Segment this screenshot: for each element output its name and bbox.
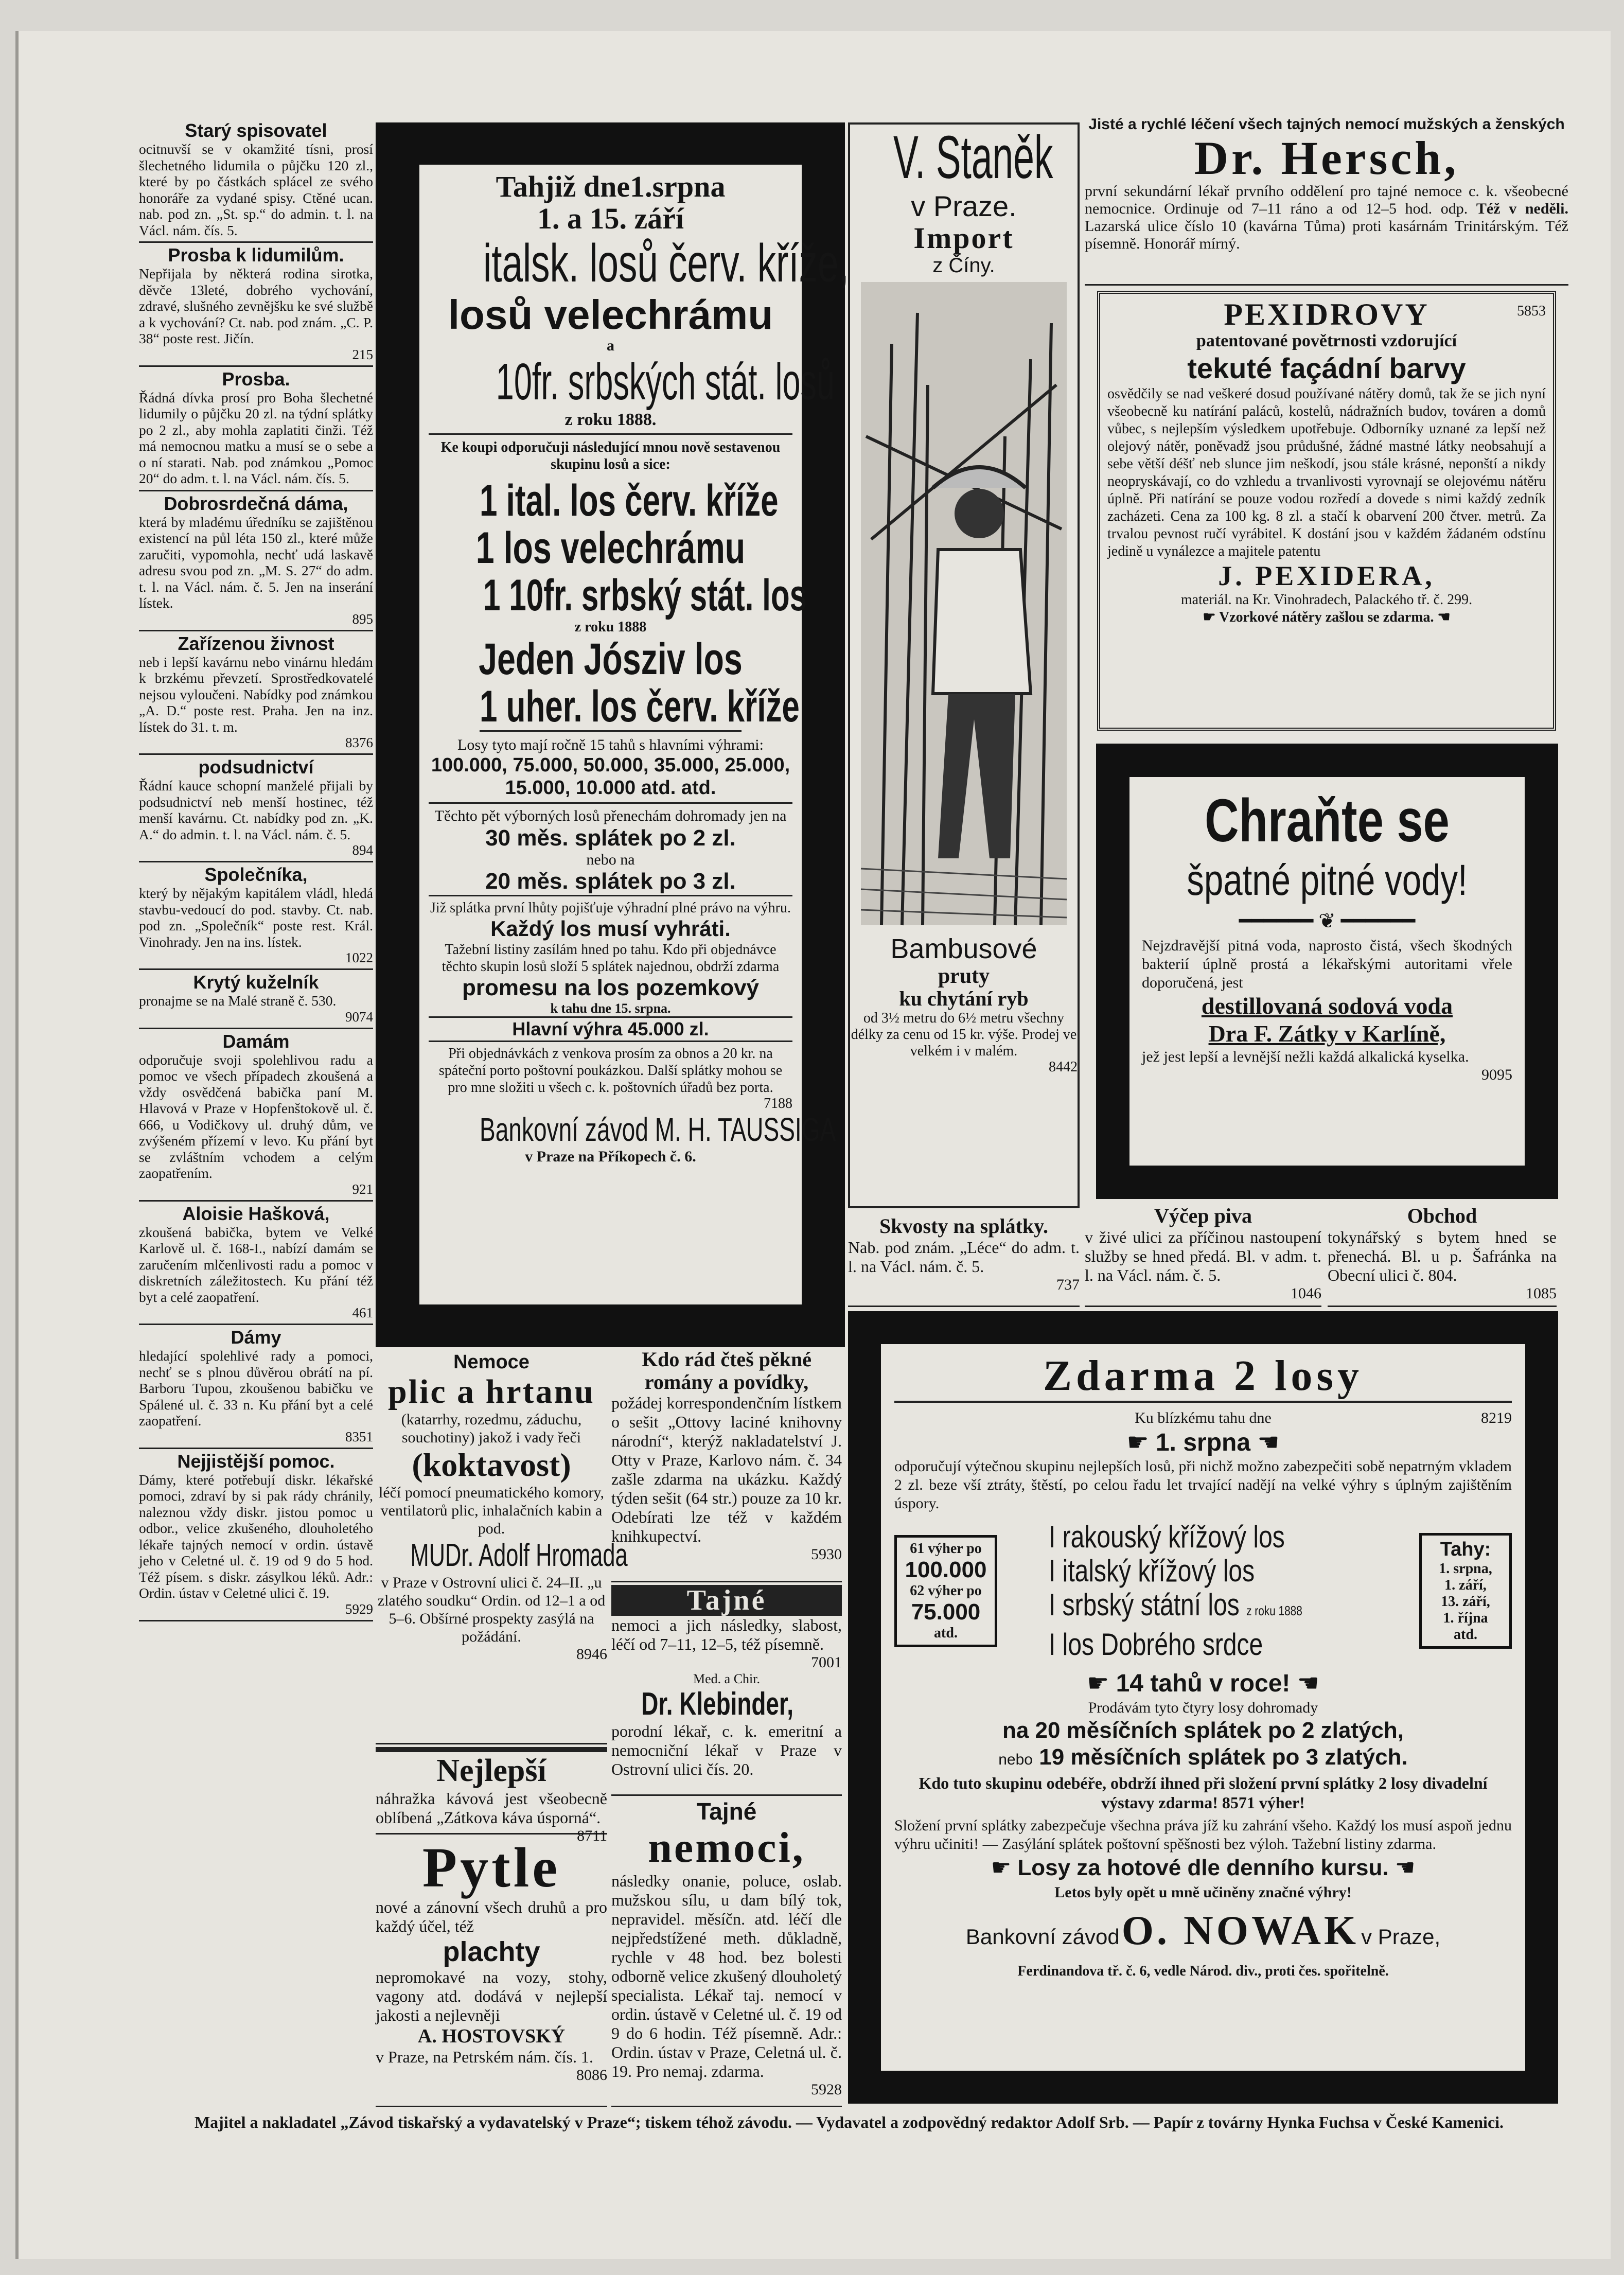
otta-ad <box>611 1348 842 1582</box>
water-ad <box>1129 777 1525 1166</box>
classified-number: 895 <box>352 611 373 627</box>
taussig-r1: 30 měs. splátek po 2 zl. <box>485 825 736 851</box>
nowak-num: 8219 <box>1481 1409 1512 1426</box>
nowak-box1a: 61 výher po <box>910 1540 982 1557</box>
nowak-cash-row: ☛ Losy za hotové dle denního kursu. ☚ <box>991 1855 1416 1880</box>
pexidera-header <box>1107 298 1546 331</box>
classified-ad <box>139 118 373 243</box>
hersch-name: Dr. Hersch, <box>1194 132 1459 184</box>
nemoce-text2: léčí pomocí pneumatického komory, ventilatorů plic, inhalačních kabin a pod. <box>379 1484 604 1537</box>
water-text2: jež jest lepší a levnější nežli každá alkalická kyselka. <box>1142 1048 1469 1065</box>
classified-number: 8351 <box>345 1429 373 1444</box>
taussig-bank: Bankovní závod M. H. TAUSSIGA <box>479 1111 836 1148</box>
taussig-or: nebo na <box>586 851 635 868</box>
nowak-intro: Ku blízkému tahu dne <box>1135 1409 1272 1426</box>
classified-title: Prosba. <box>222 368 290 390</box>
vycep-num: 1046 <box>1291 1285 1321 1302</box>
water-text: Nejzdravější pitná voda, naprosto čistá, všech škodných bakterií úplně prostá a lékařskými autoritami vřele doporučená, jest <box>1142 937 1512 991</box>
nowak-free: Kdo tuto skupinu odebéře, obdrží ihned při složení první splátky 2 losy divadelní výstavy zdarma! 8571 výher! <box>919 1774 1488 1812</box>
classified-title: Dámy <box>231 1327 281 1348</box>
nemoce-num: 8946 <box>576 1646 607 1663</box>
taussig-i4: Jeden Jósziv los <box>479 634 743 684</box>
otta-num: 5930 <box>811 1546 842 1563</box>
classified-text: která by mladému úředníku se zajištěnou existencí na půl léta 150 zl., které může zaručiti, vypomohla, nechť udá laskavě adresu svou pod zn. „M. S. 27“ do adm. t. l. na Václ. nám. č. 5. Jen na inserání lístek. <box>139 514 373 611</box>
classified-text: Řádní kauce schopní manželé přijali by podsudnictví neb menší hostinec, též menší kavárnu. Ct. nabídky pod zn. „K. A.“ do admin. t. l. na Václ. nám. č. 5. <box>139 778 373 842</box>
hersch-ad <box>1085 116 1568 286</box>
tajne2-title: Tajné <box>696 1798 757 1825</box>
classified-number: 215 <box>352 346 373 362</box>
taussig-first: Již splátka první lhůty pojišťuje výhradní plné právo na výhru. <box>430 900 791 916</box>
nowak-sell: Prodávám tyto čtyry losy dohromady <box>1088 1699 1318 1716</box>
nowak-r1: na 20 měsíčních splátek po 2 zlatých, <box>1002 1718 1404 1743</box>
hersch-body2: Lazarská ulice číslo 10 (kavárna Tůma) proti kasárnám Trinitárským. Též písemně. Honorář mírný. <box>1085 218 1568 252</box>
pytle-addr: v Praze, na Petrském nám. čís. 1. <box>376 2048 593 2066</box>
pytle-p: plachty <box>443 1936 540 1967</box>
skvosty-ad <box>848 1214 1080 1307</box>
nemoce-text3: v Praze v Ostrovní ulici č. 24–II. „u zlatého soudku“ Ordin. od 12–1 a od 5–6. Obšírné prospekty zasýlá na požádání. <box>377 1574 606 1645</box>
stanek-name: V. Staněk <box>893 124 1053 191</box>
nowak-title: Zdarma 2 losy <box>894 1351 1512 1403</box>
nejlepsi-title: Nejlepší <box>376 1747 607 1789</box>
tajne2-ad <box>611 1798 842 2107</box>
nowak-i4: I los Dobrého srdce <box>1049 1627 1263 1662</box>
pytle-text: nové a zánovní všech druhů a pro každý účel, též <box>376 1898 607 1935</box>
nowak-date-row: ☛ 1. srpna ☚ <box>1126 1429 1280 1456</box>
taussig-order: Při objednávkách z venkova prosím za obnos a 20 kr. na spáteční porto poštovní poukázkou. Další splátky mohou se pro mne složiti u všech c. k. poštovních úřadů bez porta. <box>438 1046 783 1096</box>
skvosty-num: 737 <box>1056 1276 1080 1293</box>
classified-ad <box>139 491 373 631</box>
taussig-l3: italsk. losů červ. kříže, <box>483 234 849 293</box>
tajne-ad <box>611 1585 842 1796</box>
taussig-i2: 1 los velechrámu <box>475 523 746 573</box>
otta-title: Kdo rád čteš pěkné romány a povídky, <box>642 1348 811 1394</box>
water-num: 9095 <box>1481 1066 1512 1083</box>
skvosty-title: Skvosty na splátky. <box>879 1214 1048 1238</box>
nemoce-t1: Nemoce <box>453 1351 529 1373</box>
water-l2: špatné pitné vody! <box>1187 856 1468 904</box>
tajne-text: nemoci a jich následky, slabost, léčí od 7–11, 12–5, též písemně. <box>611 1616 842 1653</box>
nowak-i2: I italský křížový los <box>1049 1554 1255 1588</box>
taussig-l5: a <box>607 337 614 354</box>
nowak-box1b: 100.000 <box>905 1557 987 1582</box>
classified-number: 894 <box>352 842 373 858</box>
nemoce-text: (katarrhy, rozedmu, záduchu, souchotiny) jakož i vady řeči <box>401 1411 582 1446</box>
classified-ad <box>139 862 373 970</box>
nowak-bank-row <box>894 1910 1512 1963</box>
nowak-tahy-box <box>1419 1533 1512 1649</box>
classified-text: hledající spolehlivé rady a pomoci, nechť se s plnou důvěrou obrátí na pí. Barboru Tupou, zkoušenou babičku ve Spálené ul. č. 33 n. Ku přání byt a celé zaopatření. <box>139 1348 373 1429</box>
classified-ad <box>139 1325 373 1449</box>
stanek-text: od 3½ metru do 6½ metru všechny délky za cenu od 15 kr. výše. Prodej ve velkém i v malém. <box>851 1010 1077 1059</box>
classified-text: pronajme se na Malé straně č. 530. <box>139 993 337 1009</box>
nowak-bank: Bankovní závod <box>965 1925 1120 1949</box>
classified-title: Zařízenou živnost <box>178 632 334 654</box>
classified-ad <box>139 755 373 862</box>
taussig-l2: 1. a 15. září <box>537 202 684 235</box>
pexidera-ad <box>1097 291 1556 731</box>
taussig-l1: Tahjiž dne1.srpna <box>496 170 726 203</box>
vycep-text: v živé ulici za příčinou nastoupení služby se hned předá. Bl. v adm. t. l. na Václ. nám. č. 5. <box>1085 1228 1321 1284</box>
pexidera-main: tekuté façádní barvy <box>1187 352 1466 384</box>
pexidera-addr: materiál. na Kr. Vinohradech, Palackého tř. č. 299. <box>1180 592 1473 608</box>
nejlepsi-text: náhražka kávová jest všeobecně oblíbená „Zátkova káva úsporná“. <box>376 1789 607 1827</box>
classified-number: 8376 <box>345 735 373 750</box>
obchod-num: 1085 <box>1526 1285 1557 1302</box>
classified-number: 921 <box>352 1181 373 1197</box>
nemoce-doc: MUDr. Adolf Hromada <box>410 1538 628 1573</box>
nowak-i1: I rakouský křížový los <box>1049 1520 1285 1554</box>
classified-text: který by nějakým kapitálem vládl, hledá stavbu-vedoucí do pod. stavby. Ct. nab. pod zn. „Společník“ poste rest. Král. Vinohrady. Jen na ins. lístek. <box>139 885 373 950</box>
pexidera-text: osvědčily se nad veškeré dosud používané nátěry domů, tak že se jich nyní všeobecně ku natírání paláců, kostelů, nádražních budov, továren a domů vůbec, s nejlepším výsledkem upotřebuje. Odborníky uznané za lepší než olejový nátěr, poněvadž jsou průdušné, žádné mastné látky neobsahují a sebe větší déšť neb slunce jim neškodí, jsou stále krásné, neponští a nikdy neopryskávají, co do vzhledu a trvanlivosti vyrovnají se olejovému nátěru úplně. Při natírání se pouze vodou rozředí a dovede s nimi každý zedník zacházeti. Cena za 100 kg. 8 zl. a stačí k obarvení 200 čtver. metrů. Za trvalou pevnost ručí vyrábitel. K dostání jsou v každém žádaném odstínu jedině u vynálezce a majitele patentu <box>1107 386 1546 559</box>
taussig-l7: z roku 1888. <box>429 410 792 435</box>
classified-text: Nepřijala by některá rodina sirotka, děvče 13leté, dobrého vychování, zdravé, slušného zevnějšku ke své službě a k vychování? Ct. nab. pod znám. „C. P. 38“ poste rest. Jičín. <box>139 266 373 346</box>
classified-ad <box>139 970 373 1029</box>
nowak-r2: 19 měsíčních splátek po 3 zlatých. <box>1039 1744 1408 1770</box>
classified-ad <box>139 1202 373 1326</box>
taussig-draws: Losy tyto mají ročně 15 tahů s hlavními výhrami: <box>457 736 764 753</box>
skvosty-text: Nab. pod znám. „Léce“ do adm. t. l. na Václ. nám. č. 5. <box>848 1238 1080 1276</box>
nowak-text2: Složení první splátky zabezpečuje všechna práva jíž ku zahrání všeho. Každý los musí aspoň jednu výhru učiniti! — Zasýlání splátek poštovní spěšnosti bez výloh. Tažební listiny zdarma. <box>894 1817 1512 1853</box>
nowak-addr: Ferdinandova tř. č. 6, vedle Národ. div., proti čes. spořitelně. <box>1017 1963 1389 1979</box>
taussig-lists: Tažební listiny zasílám hned po tahu. Kdo při objednávce těchto skupin losů složí 5 splátek najednou, obdrží zdarma <box>442 942 780 975</box>
taussig-intro: Ke koupi odporučuji následující mnou nově sestavenou skupinu losů a sice: <box>440 439 781 472</box>
water-d2: Dra F. Zátky v Karlíně, <box>1208 1020 1446 1047</box>
nejlepsi-num: 8711 <box>577 1827 607 1844</box>
nowak-box1c: 62 výher po <box>910 1582 982 1599</box>
taussig-i3b: z roku 1888 <box>574 619 647 635</box>
stanek-import: Import <box>913 221 1014 255</box>
pexidera-maker: J. PEXIDERA, <box>1218 560 1435 591</box>
tajne-sub: Med. a Chir. <box>693 1671 760 1686</box>
classified-ad <box>139 631 373 755</box>
nemoce-t2: plic a hrtanu <box>387 1373 595 1410</box>
classified-title: Společníka, <box>204 864 308 885</box>
tajne2-text: následky onanie, poluce, oslab. mužskou sílu, u dam bílý tok, nepravidel. měsíčn. atd. léčí dle nejpředstížené meth. důkladně, rychle v 48 hod. bez bolesti odborně velice zkušený dlouholetý specialista. Lékař taj. nemocí v ordin. ústavě v Celetné ul. č. 19 od 9 do 6 hodin. Též písemně. Adr.: Ordin. ústav v Praze, Celetná ul. č. 19. Pro nemaj. zdarma. <box>611 1872 842 2080</box>
classified-ad <box>139 243 373 367</box>
classified-ad <box>139 1029 373 1202</box>
footer-imprint: Majitel a nakladatel „Závod tiskařský a vydavatelský v Praze“; tiskem téhož závodu. — Vydavatel a zodpovědný redaktor Adolf Srb. — Papír z továrny Hynka Fuchsa v České Kamenici. <box>194 2113 1504 2131</box>
nemoce-k: (koktavost) <box>412 1447 571 1483</box>
pytle-text2: nepromokavé na vozy, stohy, vagony atd. dodává v nejlepší jakosti a nejlevněji <box>376 1968 607 2024</box>
classified-number: 5929 <box>345 1601 373 1617</box>
otta-text: požádej korrespondenčním lístkem o sešit „Ottovy laciné knihovny národní“, kterýž nakladatelství J. Otty v Praze, Karlovo nám. č. 34 zašle zdarma na ukázku. Každý týden sešit (64 str.) pouze za 10 kr. Odebírati lze též v každém knihkupectví. <box>611 1394 842 1545</box>
classified-title: Krytý kuželník <box>193 972 319 993</box>
obchod-text: tokynářský s bytem hned se přenechá. Bl. u p. Šafránka na Obecní ulici č. 804. <box>1328 1228 1557 1284</box>
water-d1: destillovaná sodová voda <box>1201 993 1453 1019</box>
taussig-i1: 1 ital. los červ. kříže <box>479 476 779 525</box>
tajne-text2: porodní lékař, c. k. emeritní a nemocniční lékař v Praze v Ostrovní ulici čís. 20. <box>611 1722 842 1778</box>
water-ornament: ━━━━━━ ❦ ━━━━━━ <box>1239 909 1416 932</box>
stanek-from: z Číny. <box>932 254 995 277</box>
taussig-i5: 1 uher. los červ. kříže <box>479 682 800 731</box>
nowak-cash: Losy za hotové dle denního kursu. <box>1017 1855 1389 1880</box>
taussig-l4: losů velechrámu <box>448 292 773 338</box>
classified-title: Prosba k lidumilům. <box>168 244 344 266</box>
pexidera-sub: patentované povětrnosti vzdorující <box>1196 331 1457 350</box>
pytle-firm: A. HOSTOVSKÝ <box>417 2025 566 2047</box>
classified-number: 1022 <box>345 950 373 965</box>
hersch-sunday: Též v neděli. <box>1476 200 1568 217</box>
tajne-title: Tajné <box>611 1585 842 1616</box>
pexidera-title: PEXIDROVY <box>1224 297 1429 331</box>
stanek-c3: ku chytání ryb <box>899 987 1029 1010</box>
nowak-draws-row: ☛ 14 tahů v roce! ☚ <box>1087 1670 1319 1697</box>
tajne-doc: Dr. Klebinder, <box>641 1686 793 1722</box>
nowak-tahy4: 1. října <box>1443 1610 1488 1626</box>
nowak-luck: Letos byly opět u mně učiněny značné výhry! <box>1054 1884 1352 1901</box>
tajne2-t2: nemoci, <box>648 1824 805 1872</box>
nowak-r2-row <box>894 1744 1512 1773</box>
nowak-lot-row <box>894 1520 1512 1662</box>
taussig-promesa: promesu na los pozemkový <box>462 975 760 1000</box>
nowak-box1d: 75.000 <box>911 1599 981 1625</box>
nowak-tahy: Tahy: <box>1440 1539 1491 1560</box>
taussig-five: Těchto pět výborných losů přenechám dohromady jen na <box>429 802 792 825</box>
vycep-title: Výčep piva <box>1154 1204 1252 1227</box>
classified-ad <box>139 367 373 491</box>
nowak-draws: 14 tahů v roce! <box>1116 1670 1291 1697</box>
nowak-nebo: nebo <box>998 1751 1033 1768</box>
pytle-ad <box>376 1837 607 2107</box>
classified-text: odporučuje svoji spolehlivou radu a pomoc ve všech případech zkoušená a vždy osvědčená babička paní M. Hlavová v Praze v Hopfenštokově ul. č. 666, u Vodičkovy ul. druhý dům, ve zvýšeném přízemí v levo. Ku přání byt se zvláštním vchodem a celým zaopatřením. <box>139 1051 373 1181</box>
nemoce-ad <box>376 1351 628 1744</box>
nowak-lot-list <box>1049 1520 1368 1662</box>
taussig-num: 7188 <box>764 1096 792 1112</box>
tajne2-num: 5928 <box>811 2081 842 2098</box>
classified-text: Dámy, které potřebují diskr. lékařské pomoci, zdraví by si pak rády chránily, naleznou vždy diskr. jistou pomoc u odbor., velice zkušeného, dlouholetého lékaře tajných nemocí v ordin. ústavě jeho v Celetné ul. č. 19 od 9 do 5 hod. Též písem. s diskr. zásylkou léků. Adr.: Ordin. ústav v Celetné ulici č. 19. <box>139 1471 373 1601</box>
taussig-promesa-sub: k tahu dne 15. srpna. <box>429 1001 792 1018</box>
classified-text: Řádná dívka prosí pro Boha šlechetné lidumily o půjčku 20 zl. na týdní splátky po 2 zl., aby mohla zaplatiti činži. Též má nemocnou matku a musí se o sebe a o ní starati. Nab. pod známkou „Pomoc 20“ do adm. t. l. na Václ. nám. čís. 5. <box>139 389 373 486</box>
nowak-tahy2: 1. září, <box>1444 1577 1487 1593</box>
vycep-ad <box>1085 1204 1321 1307</box>
stanek-city: v Praze. <box>911 190 1017 222</box>
stanek-c2: pruty <box>938 964 990 988</box>
nowak-intro-row <box>894 1408 1512 1429</box>
classified-title: Aloisie Hašková, <box>182 1203 330 1224</box>
classified-title: Starý spisovatel <box>185 120 327 141</box>
nowak-tahy1: 1. srpna, <box>1439 1561 1492 1577</box>
nowak-name: O. NOWAK <box>1121 1908 1360 1953</box>
taussig-i3: 1 10fr. srbský stát. los <box>483 571 807 620</box>
pexidera-samples-text: Vzorkové nátěry zašlou se zdarma. <box>1219 609 1434 625</box>
nowak-text: odporučují výtečnou skupinu nejlepších losů, při nichž možno zabezpečiti sobě nepatrným vkladem 2 zl. beze vší ztráty, štěstí, po celou řadu let trvající nadějí na velké výhry s úplným zajištěním úspory. <box>894 1458 1512 1512</box>
nowak-ad <box>881 1344 1525 2071</box>
taussig-ad <box>419 165 849 1304</box>
taussig-addr: v Praze na Příkopech č. 6. <box>525 1148 696 1165</box>
classified-title: Dobrosrdečná dáma, <box>164 492 348 514</box>
tajne-num: 7001 <box>811 1654 842 1671</box>
classifieds-column <box>139 118 373 2136</box>
taussig-every: Každý los musí vyhráti. <box>490 916 731 941</box>
classified-number: 9074 <box>345 1009 373 1025</box>
nowak-prize-box <box>894 1535 997 1647</box>
nejlepsi-ad <box>376 1747 607 1844</box>
stanek-ad <box>848 122 1080 1208</box>
pexidera-num: 5853 <box>1517 303 1546 319</box>
pytle-title: Pytle <box>422 1836 561 1899</box>
taussig-main: Hlavní výhra 45.000 zl. <box>429 1018 792 1042</box>
classified-text: zkoušená babička, bytem ve Velké Karlově ul. č. 168-I., nabízí damám se zaručením mlčenlivosti radu a pomoc v diskretních záležitostech. Ku přání též byt a celé zaopatření. <box>139 1224 373 1305</box>
taussig-l6: 10fr. srbských stát. losů <box>496 353 835 411</box>
pexidera-samples: ☛ Vzorkové nátěry zašlou se zdarma. ☚ <box>1203 609 1451 625</box>
classified-title: Damám <box>222 1030 290 1052</box>
fisherman-illustration <box>861 282 1067 925</box>
taussig-prizes: 100.000, 75.000, 50.000, 35.000, 25.000, 15.000, 10.000 atd. atd. <box>431 754 790 799</box>
nowak-date: 1. srpna <box>1155 1429 1251 1456</box>
classified-text: neb i lepší kavárnu nebo vinárnu hledám k brzkému převzetí. Sprostředkovatelé nejsou vyloučeni. Nabídky pod známkou „A. D.“ poste rest. Praha. Jen na inz. lístek do 31. t. m. <box>139 654 373 735</box>
obchod-title: Obchod <box>1407 1204 1477 1227</box>
nowak-i3: I srbský státní los <box>1049 1588 1240 1622</box>
pytle-num: 8086 <box>576 2067 607 2084</box>
hersch-top: Jisté a rychlé léčení všech tajných nemocí mužských a ženských <box>1088 116 1565 133</box>
nowak-box1e: atd. <box>934 1625 958 1641</box>
nowak-i3b: z roku 1888 <box>1246 1603 1302 1618</box>
classified-number: 461 <box>352 1305 373 1320</box>
classified-ad <box>139 1449 373 1621</box>
nowak-city: v Praze, <box>1361 1925 1441 1949</box>
classified-text: ocitnuvší se v okamžité tísni, prosí šlechetného lidumila o půjčku 120 zl., které by po částkách splácel ze svého honoráře za vydané spisy. Ctěné ucan. nab. pod zn. „St. sp.“ do admin. t. l. na Václ. nám. čís. 5. <box>139 141 373 238</box>
stanek-num: 8442 <box>1049 1059 1078 1075</box>
hersch-text <box>1085 183 1568 253</box>
taussig-r2: 20 měs. splátek po 3 zl. <box>429 868 792 896</box>
classified-title: podsudnictví <box>198 756 314 778</box>
stanek-caption: Bambusové <box>890 933 1037 964</box>
nowak-tahy3: 13. září, <box>1441 1594 1490 1610</box>
water-l1: Chraňte se <box>1205 787 1450 855</box>
hersch-body: první sekundární lékař prvního oddělení pro tajné nemoce c. k. všeobecné nemocnice. Ordinuje od 7–11 ráno a od 12–5 hod. odp. <box>1085 183 1568 217</box>
classified-title: Nejjistější pomoc. <box>177 1450 335 1472</box>
obchod-ad <box>1328 1204 1557 1307</box>
nowak-tahy5: atd. <box>1454 1627 1477 1643</box>
nowak-i3-row <box>1049 1588 1304 1628</box>
